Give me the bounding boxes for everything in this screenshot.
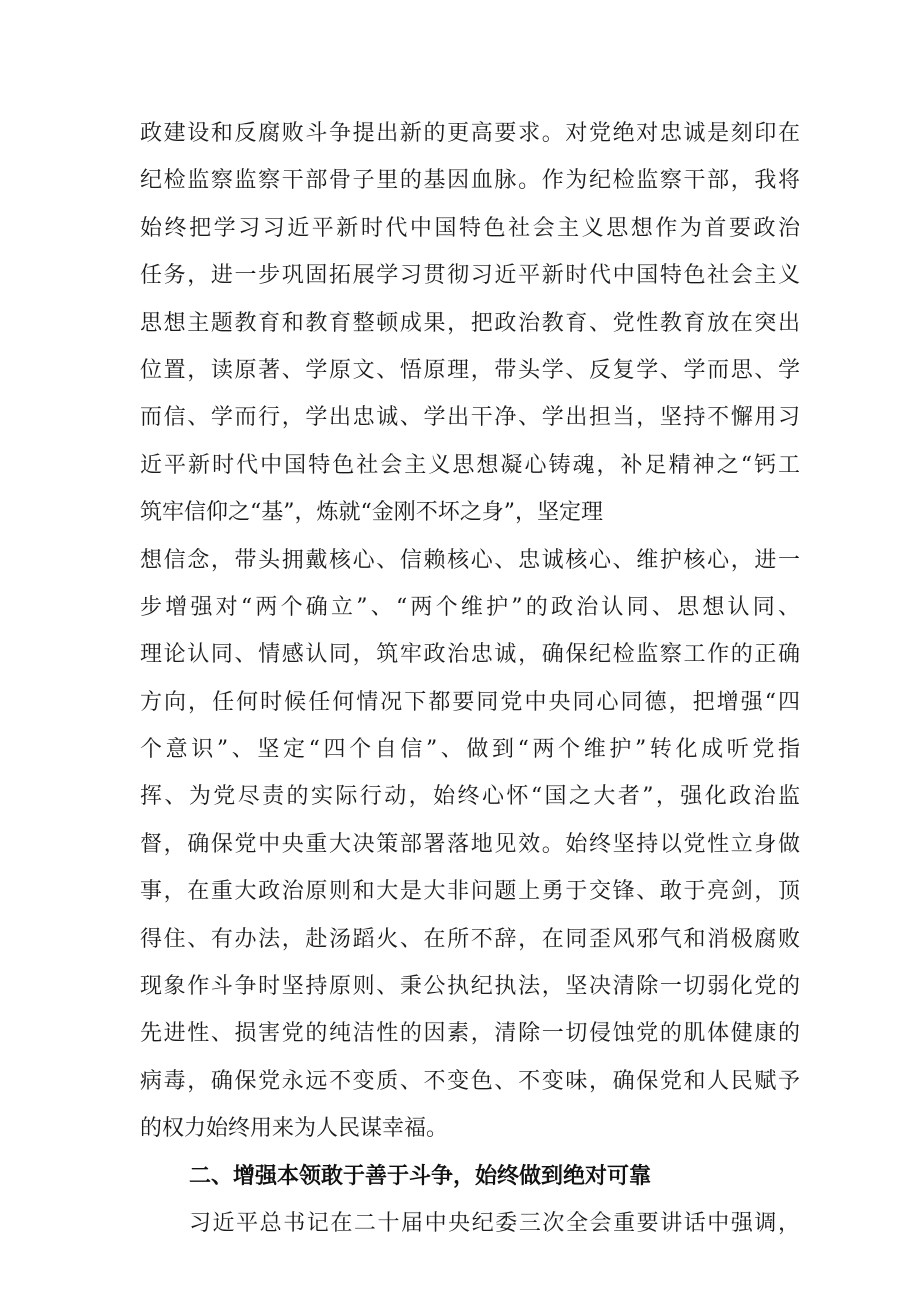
- text-line: 始终把学习习近平新时代中国特色社会主义思想作为首要政治: [140, 215, 800, 241]
- text-line: 事，在重大政治原则和大是大非问题上勇于交锋、敢于亮剑，顶: [140, 879, 800, 905]
- text-line: 挥、为党尽责的实际行动，始终心怀“国之大者”，强化政治监: [140, 784, 800, 810]
- text-line: 近平新时代中国特色社会主义思想凝心铸魂，补足精神之“钙工: [140, 452, 800, 478]
- text-line: 个意识”、坚定“四个自信”、做到“两个维护”转化成听党指: [140, 737, 800, 763]
- text-line: 任务，进一步巩固拓展学习贯彻习近平新时代中国特色社会主义: [140, 263, 800, 289]
- text-line: 督，确保党中央重大决策部署落地见效。始终坚持以党性立身做: [140, 831, 800, 857]
- text-line: 筑牢信仰之“基”，炼就“金刚不坏之身”，坚定理: [140, 500, 603, 526]
- text-line: 先进性、损害党的纯洁性的因素，清除一切侵蚀党的肌体健康的: [140, 1021, 800, 1047]
- text-line: 纪检监察监察干部骨子里的基因血脉。作为纪检监察干部，我将: [140, 168, 800, 194]
- text-line: 位置，读原著、学原文、悟原理，带头学、反复学、学而思、学: [140, 357, 800, 383]
- text-line: 得住、有办法，赴汤蹈火、在所不辞，在同歪风邪气和消极腐败: [140, 926, 800, 952]
- text-line: 而信、学而行，学出忠诚、学出干净、学出担当，坚持不懈用习: [140, 405, 800, 431]
- text-line: 理论认同、情感认同，筑牢政治忠诚，确保纪检监察工作的正确: [140, 642, 800, 668]
- text-line: 的权力始终用来为人民谋幸福。: [140, 1116, 449, 1142]
- text-line: 思想主题教育和教育整顿成果，把政治教育、党性教育放在突出: [140, 310, 800, 336]
- text-line: 步增强对“两个确立”、“两个维护”的政治认同、思想认同、: [140, 594, 800, 620]
- text-line: 政建设和反腐败斗争提出新的更高要求。对党绝对忠诚是刻印在: [140, 121, 800, 146]
- paragraph-first-line: 习近平总书记在二十届中央纪委三次全会重要讲话中强调，: [189, 1210, 800, 1236]
- text-line: 现象作斗争时坚持原则、秉公执纪执法，坚决清除一切弱化党的: [140, 974, 800, 1000]
- text-line: 方向，任何时候任何情况下都要同党中央同心同德，把增强“四: [140, 689, 800, 715]
- text-line: 病毒，确保党永远不变质、不变色、不变味，确保党和人民赋予: [140, 1068, 800, 1094]
- text-line: 想信念，带头拥戴核心、信赖核心、忠诚核心、维护核心，进一: [140, 547, 800, 573]
- body-text: [140, 110, 800, 1247]
- section-heading: 二、增强本领敢于善于斗争，始终做到绝对可靠: [189, 1163, 652, 1189]
